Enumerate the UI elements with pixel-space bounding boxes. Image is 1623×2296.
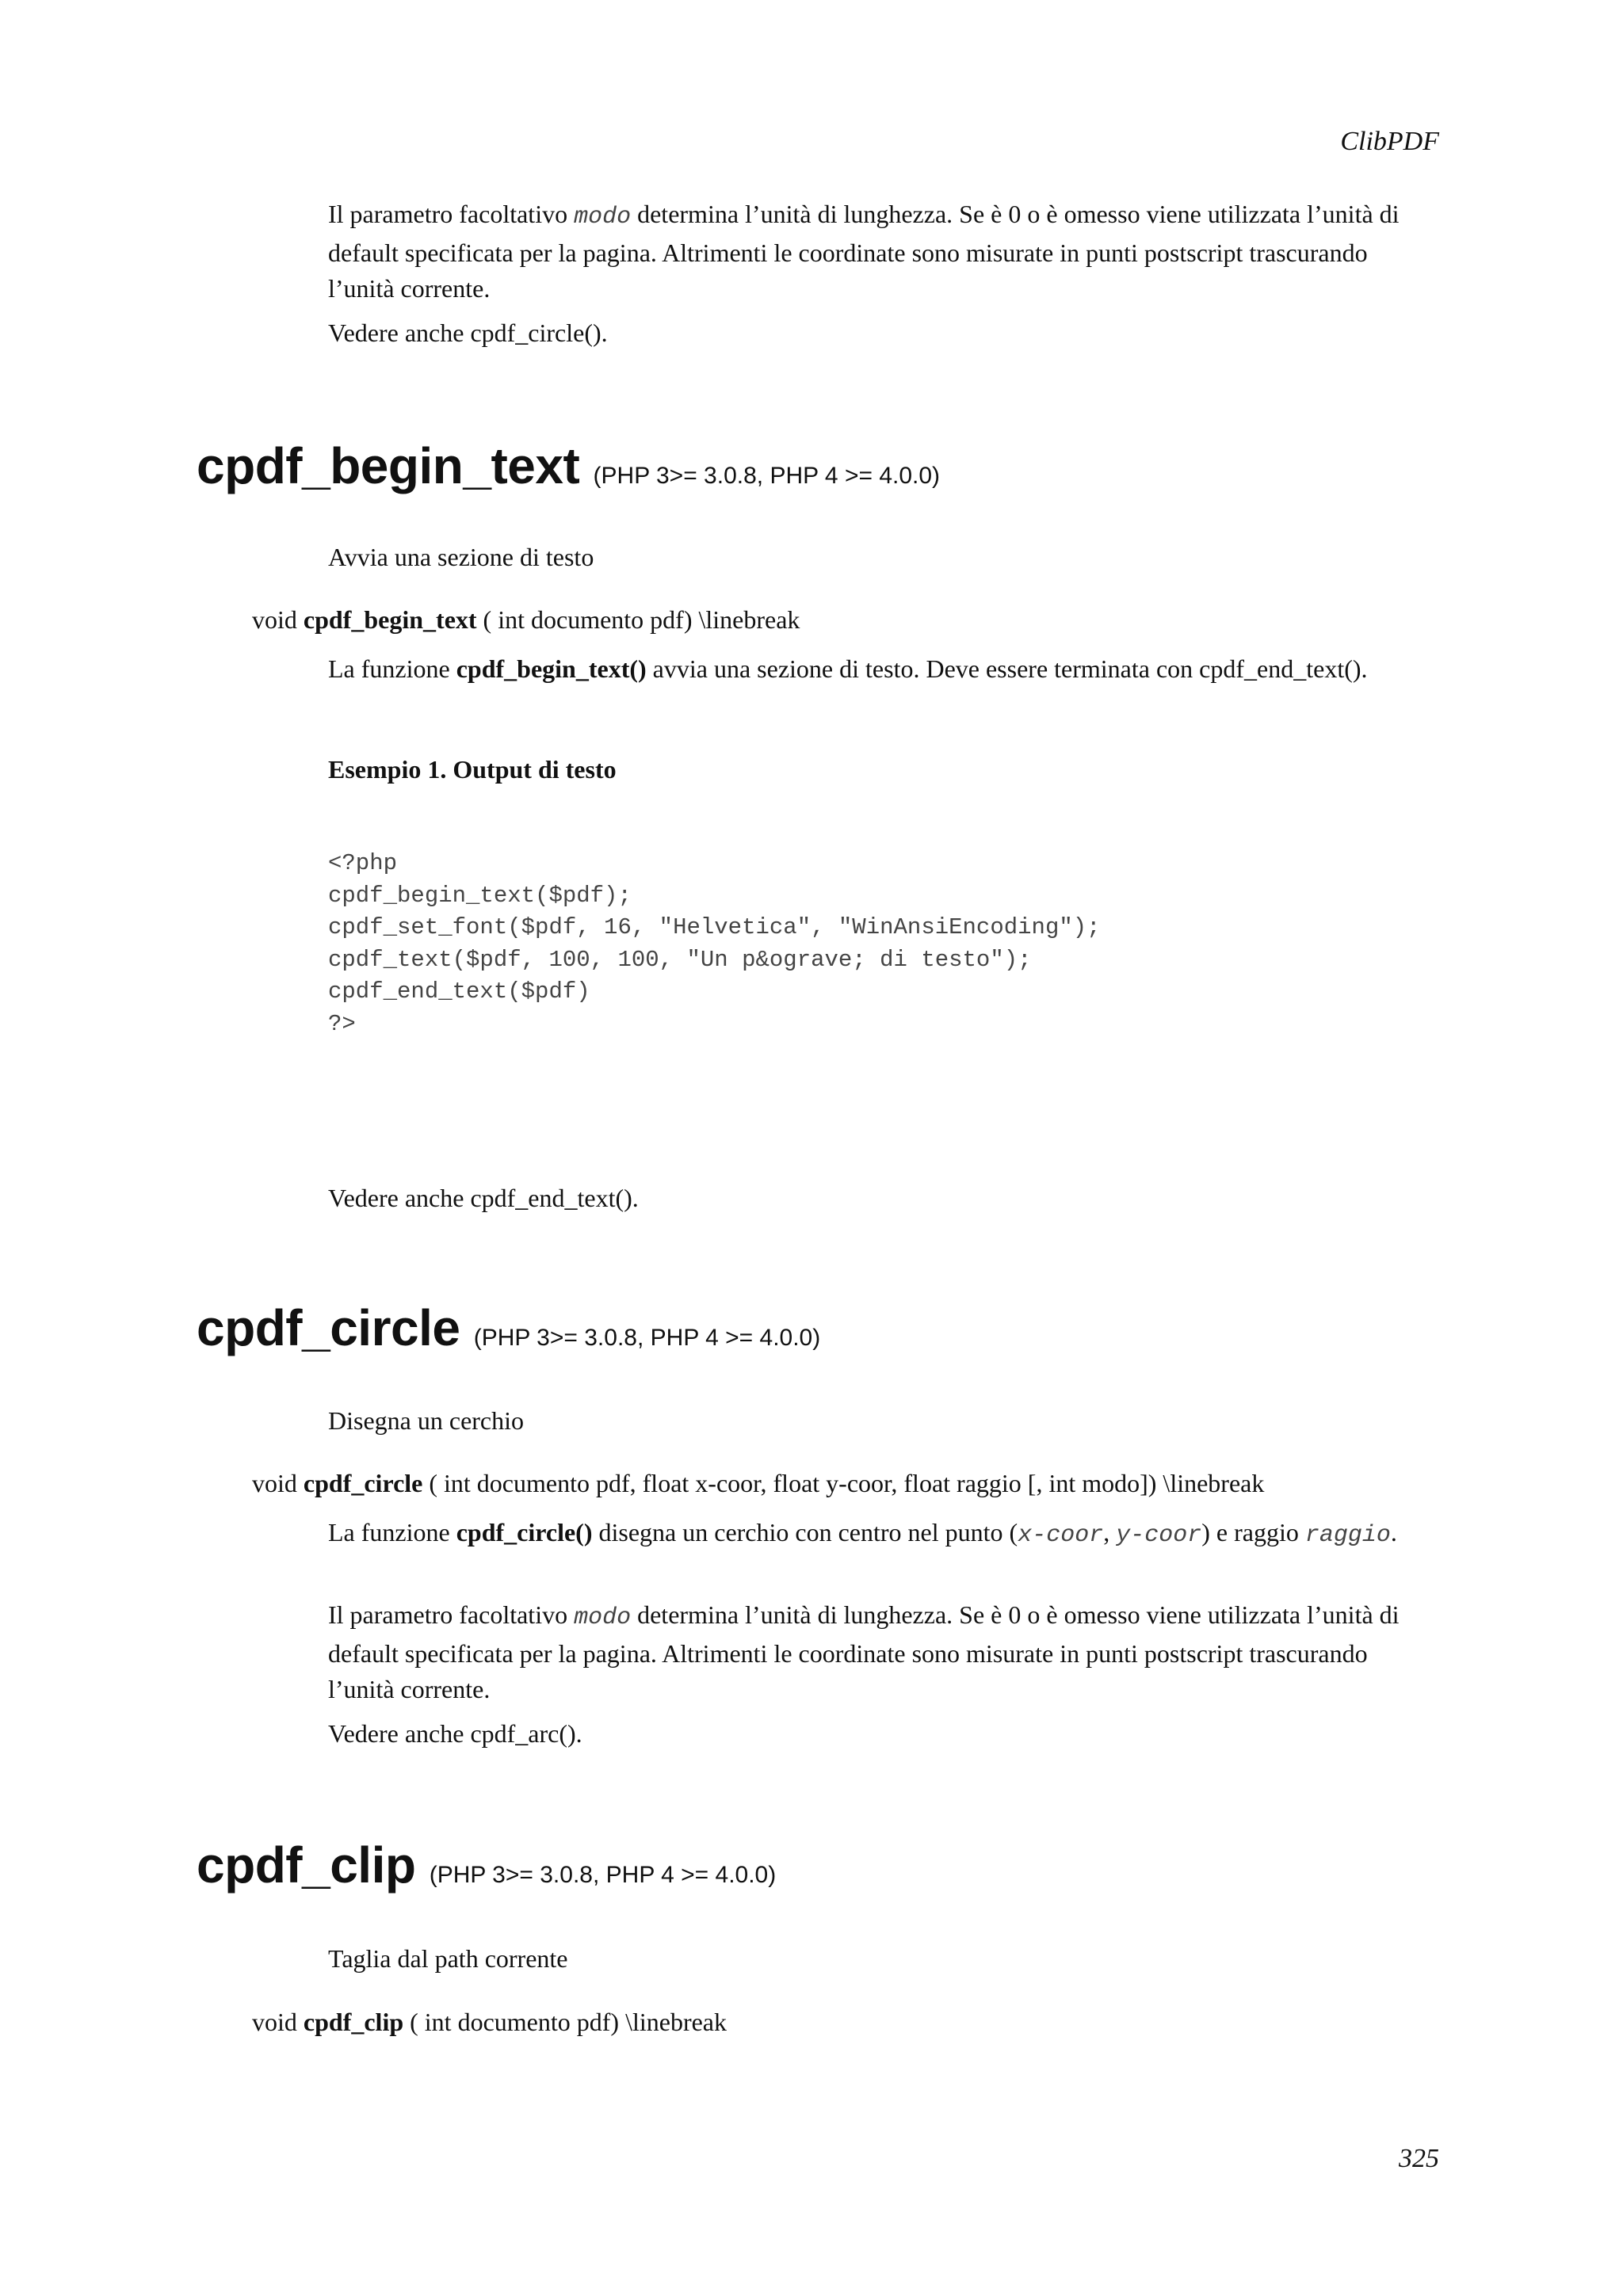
return-type: void bbox=[252, 1469, 297, 1497]
page-number: 325 bbox=[1399, 2144, 1439, 2173]
running-header: ClibPDF bbox=[1340, 127, 1439, 156]
text: disegna un cerchio con centro nel punto ( bbox=[592, 1518, 1018, 1547]
function-description bbox=[328, 1515, 1438, 1554]
function-synopsis bbox=[252, 2004, 727, 2040]
parameter-name: modo bbox=[574, 204, 632, 231]
text: determina l’unità di lunghezza. Se è 0 o è omesso viene utilizzata l’unità di default specificata per la pagina. Altrimenti le coordinate sono misurate in punti postscript trascurando l’unità corrente. bbox=[328, 200, 1400, 303]
synopsis-params: ( int documento pdf) \linebreak bbox=[403, 2008, 727, 2036]
function-name: cpdf_begin_text bbox=[197, 437, 580, 494]
return-type: void bbox=[252, 2008, 297, 2036]
function-purpose: Disegna un cerchio bbox=[328, 1406, 525, 1435]
function-heading bbox=[197, 434, 940, 508]
function-purpose: Taglia dal path corrente bbox=[328, 1944, 568, 1973]
text: . bbox=[1390, 1518, 1397, 1547]
text: Il parametro facoltativo bbox=[328, 200, 575, 228]
text: La funzione bbox=[328, 654, 456, 683]
parameter-name: x-coor bbox=[1018, 1522, 1104, 1549]
see-also: Vedere anche cpdf_arc(). bbox=[328, 1719, 582, 1748]
text: ) e raggio bbox=[1201, 1518, 1305, 1547]
function-description bbox=[328, 651, 1438, 687]
function-reference: cpdf_circle() bbox=[456, 1518, 593, 1547]
version-info: (PHP 3>= 3.0.8, PHP 4 >= 4.0.0) bbox=[429, 1862, 777, 1888]
text: Il parametro facoltativo bbox=[328, 1600, 575, 1629]
example-title: Esempio 1. Output di testo bbox=[328, 755, 617, 784]
synopsis-function-name: cpdf_begin_text bbox=[303, 605, 477, 634]
parameter-name: y-coor bbox=[1116, 1522, 1202, 1549]
version-info: (PHP 3>= 3.0.8, PHP 4 >= 4.0.0) bbox=[473, 1325, 821, 1351]
function-reference: cpdf_begin_text() bbox=[456, 654, 647, 683]
function-name: cpdf_circle bbox=[197, 1299, 460, 1356]
synopsis-function-name: cpdf_circle bbox=[303, 1469, 423, 1497]
function-name: cpdf_clip bbox=[197, 1836, 416, 1894]
synopsis-params: ( int documento pdf) \linebreak bbox=[476, 605, 800, 634]
function-synopsis bbox=[252, 1466, 1264, 1501]
synopsis-function-name: cpdf_clip bbox=[303, 2008, 404, 2036]
function-heading bbox=[197, 1833, 776, 1907]
version-info: (PHP 3>= 3.0.8, PHP 4 >= 4.0.0) bbox=[593, 463, 941, 489]
modo-paragraph bbox=[328, 196, 1438, 307]
function-heading bbox=[197, 1296, 820, 1370]
text: determina l’unità di lunghezza. Se è 0 o è omesso viene utilizzata l’unità di default specificata per la pagina. Altrimenti le coordinate sono misurate in punti postscript trascurando l’unità corrente. bbox=[328, 1600, 1400, 1703]
code-example: <?php cpdf_begin_text($pdf); cpdf_set_font($pdf, 16, "Helvetica", "WinAnsiEncoding"); cpdf_text($pdf, 100, 100, "Un p&ograve; di testo"); cpdf_end_text($pdf) ?> bbox=[328, 850, 1101, 1037]
see-also: Vedere anche cpdf_end_text(). bbox=[328, 1184, 639, 1212]
parameter-name: raggio bbox=[1304, 1522, 1391, 1549]
text: avvia una sezione di testo. Deve essere terminata con cpdf_end_text(). bbox=[646, 654, 1368, 683]
parameter-name: modo bbox=[574, 1604, 632, 1631]
modo-paragraph bbox=[328, 1597, 1438, 1707]
text: La funzione bbox=[328, 1518, 456, 1547]
function-purpose: Avvia una sezione di testo bbox=[328, 543, 594, 571]
return-type: void bbox=[252, 605, 297, 634]
synopsis-params: ( int documento pdf, float x-coor, float y-coor, float raggio [, int modo]) \linebreak bbox=[422, 1469, 1265, 1497]
see-also: Vedere anche cpdf_circle(). bbox=[328, 318, 608, 347]
text: , bbox=[1103, 1518, 1117, 1547]
function-synopsis bbox=[252, 602, 800, 638]
